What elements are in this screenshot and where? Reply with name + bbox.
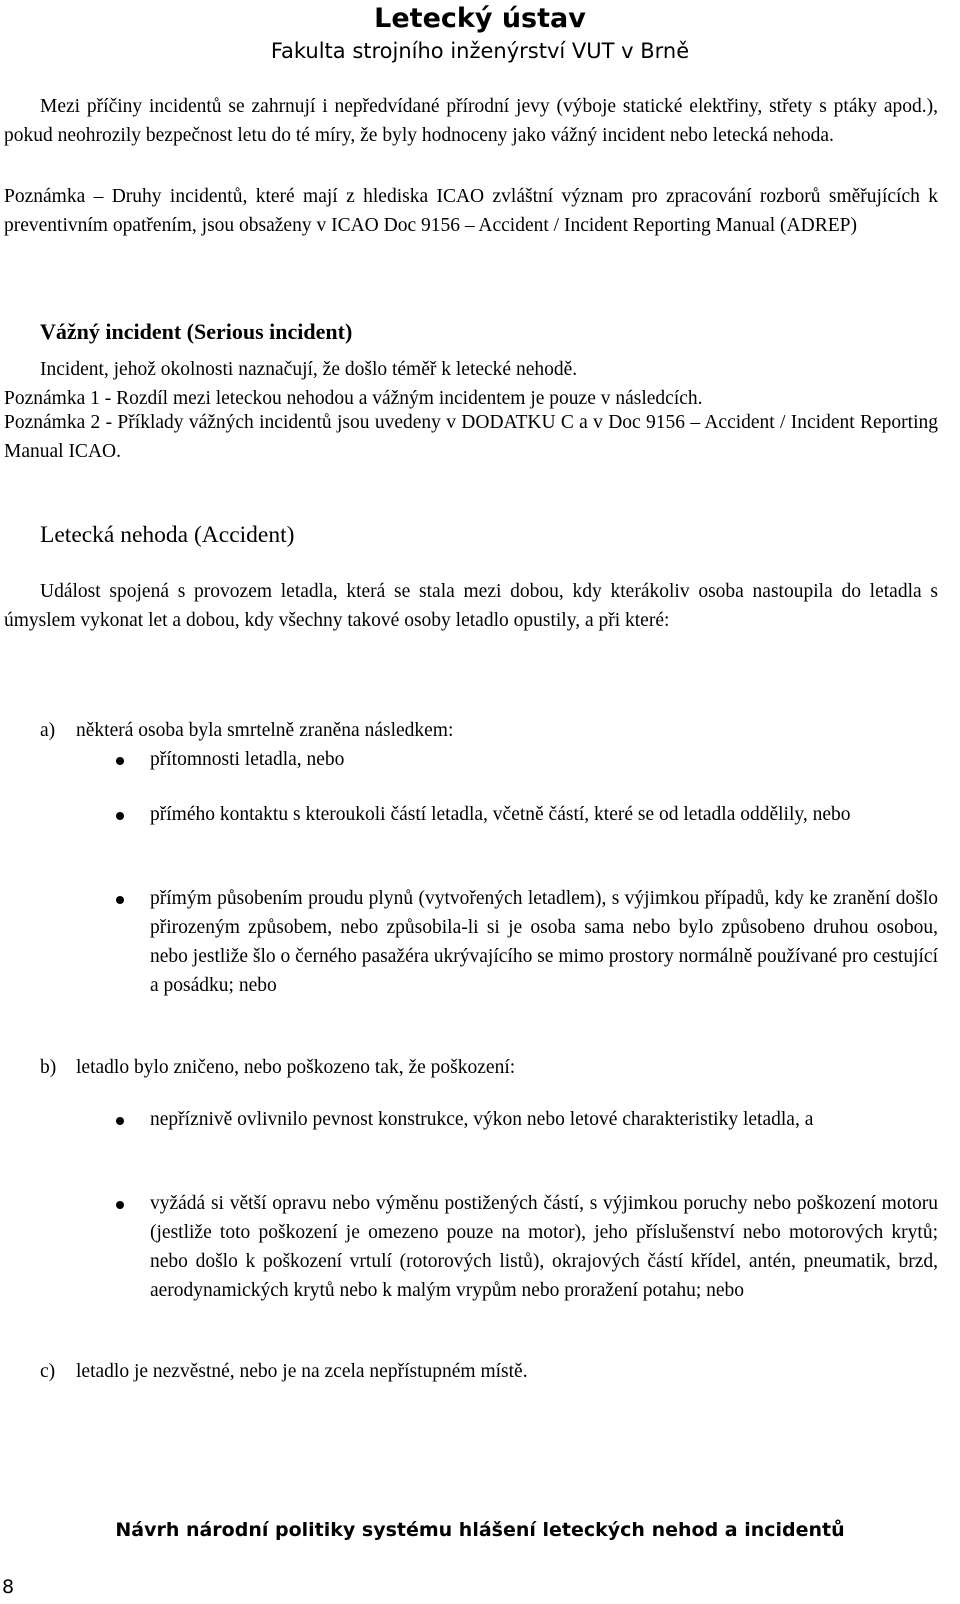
faculty-subtitle: Fakulta strojního inženýrství VUT v Brně xyxy=(270,39,690,63)
bullet-icon xyxy=(116,757,124,765)
item-c-letter: c) xyxy=(40,1361,56,1382)
item-b-bullet-2: vyžádá si větší opravu nebo výměnu postižených částí, s výjimkou poruchy nebo poškození motoru (jestliže toto poškození je omezeno pouze na motor), jeho příslušenství nebo motorových krytů; nebo došlo k poškození vrtulí (rotorových listů), okrajových částí křídel, antén, pneumatik, brzd, aerodynamických krytů nebo k malým vrypům nebo proražení potahu; nebo xyxy=(150,1193,938,1301)
accident-definition: Událost spojená s provozem letadla, která se stala mezi dobou, kdy kterákoliv osoba nastoupila do letadla s úmyslem vykonat let a dobou, kdy všechny takové osoby letadlo opustily, a při které: xyxy=(4,581,938,631)
bullet-icon xyxy=(116,1201,124,1209)
bullet-icon xyxy=(116,812,124,820)
serious-incident-note-1: Poznámka 1 - Rozdíl mezi leteckou nehodou a vážným incidentem je pouze v následcích. xyxy=(4,388,703,409)
serious-incident-heading: Vážný incident (Serious incident) xyxy=(40,319,353,344)
accident-heading: Letecká nehoda (Accident) xyxy=(40,522,295,548)
item-b-letter: b) xyxy=(40,1057,57,1078)
page-number: 8 xyxy=(2,1576,15,1598)
serious-incident-note-2: Poznámka 2 - Příklady vážných incidentů jsou uvedeny v DODATKU C a v Doc 9156 – Accident / Incident Reporting Manual ICAO. xyxy=(4,412,938,462)
institute-title: Letecký ústav xyxy=(374,3,586,34)
item-a-letter: a) xyxy=(40,720,56,741)
item-c-text: letadlo je nezvěstné, nebo je na zcela nepřístupném místě. xyxy=(76,1361,528,1382)
intro-note: Poznámka – Druhy incidentů, které mají z hlediska ICAO zvláštní význam pro zpracování rozborů směřujících k preventivním opatřením, jsou obsaženy v ICAO Doc 9156 – Accident / Incident Reporting Manual (ADREP) xyxy=(4,186,938,236)
item-a-bullet-1: přítomnosti letadla, nebo xyxy=(150,749,345,770)
item-b-bullet-1: nepříznivě ovlivnilo pevnost konstrukce, výkon nebo letové charakteristiky letadla, a xyxy=(150,1109,814,1130)
bullet-icon xyxy=(116,896,124,904)
bullet-icon xyxy=(116,1117,124,1125)
footer-title: Návrh národní politiky systému hlášení leteckých nehod a incidentů xyxy=(115,1519,845,1541)
item-b-text: letadlo bylo zničeno, nebo poškozeno tak, že poškození: xyxy=(76,1057,516,1078)
item-a-bullet-3: přímým působením proudu plynů (vytvořených letadlem), s výjimkou případů, kdy ke zranění došlo přirozeným způsobem, nebo způsobila-li si je osoba sama nebo bylo způsobeno druhou osobou, nebo jestliže šlo o černého pasažéra ukrývajícího se mimo prostory normálně používané pro cestující a posádku; nebo xyxy=(150,888,938,996)
intro-paragraph: Mezi příčiny incidentů se zahrnují i nepředvídané přírodní jevy (výboje statické elektřiny, střety s ptáky apod.), pokud neohrozily bezpečnost letu do té míry, že byly hodnoceny jako vážný incident nebo letecká nehoda. xyxy=(4,96,938,146)
item-a-text: některá osoba byla smrtelně zraněna následkem: xyxy=(76,720,454,741)
page-header xyxy=(0,0,960,66)
serious-incident-definition: Incident, jehož okolnosti naznačují, že došlo téměř k letecké nehodě. xyxy=(40,359,578,380)
item-a-bullet-2: přímého kontaktu s kteroukoli částí letadla, včetně částí, které se od letadla oddělily, nebo xyxy=(150,804,851,825)
